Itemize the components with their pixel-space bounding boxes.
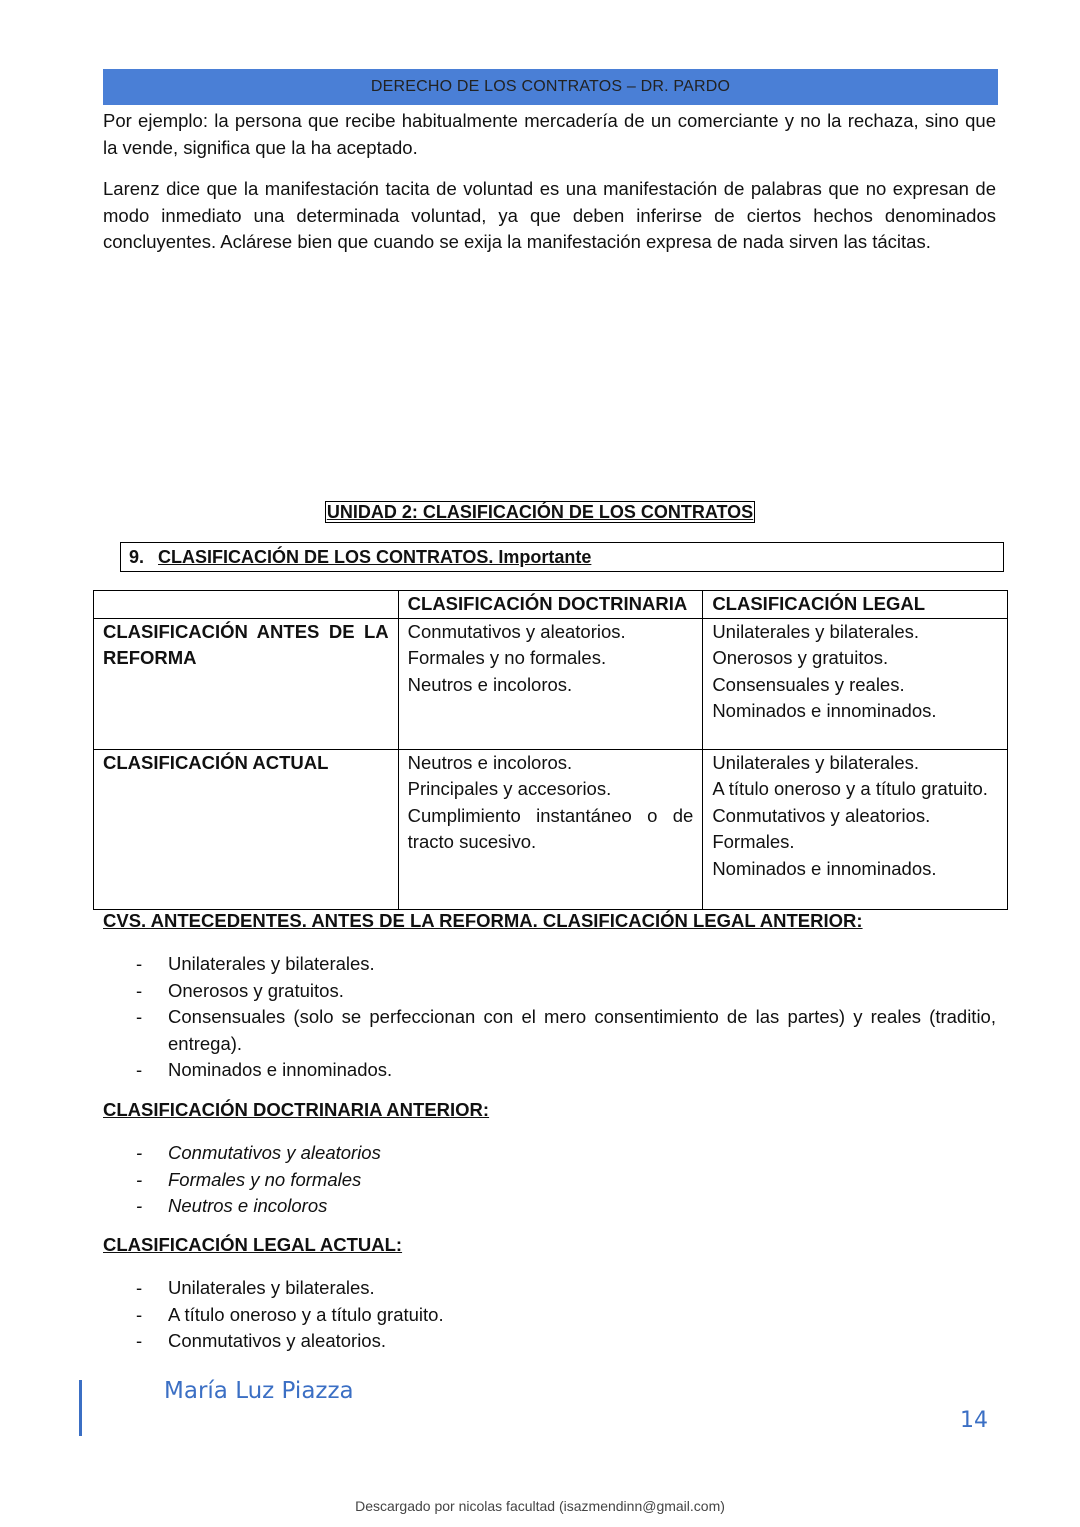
list-item: - Nominados e innominados. [103, 1057, 996, 1084]
list-item: - Consensuales (solo se perfeccionan con el mero consentimiento de las partes) y reales (traditio, entrega). [103, 1004, 996, 1057]
paragraph-larenz: Larenz dice que la manifestación tacita de voluntad es una manifestación de palabras que no expresan de modo inmediato una determinada voluntad, ya que deben inferirse de ciertos hechos denominados concluyentes. Aclárese bien que cuando se exija la manifestación expresa de nada sirven las tácitas. [103, 178, 996, 252]
table-header-doctrinaria: CLASIFICACIÓN DOCTRINARIA [398, 591, 703, 619]
heading-doctrinaria-anterior: CLASIFICACIÓN DOCTRINARIA ANTERIOR: [103, 1099, 490, 1120]
cell-item: Formales. [712, 831, 795, 852]
heading-cvs-antecedentes: CVS. ANTECEDENTES. ANTES DE LA REFORMA. CLASIFICACIÓN LEGAL ANTERIOR: [103, 910, 863, 931]
list-item: - Conmutativos y aleatorios. [103, 1328, 996, 1355]
document-header-bar [103, 69, 998, 105]
heading-legal-actual: CLASIFICACIÓN LEGAL ACTUAL: [103, 1234, 403, 1255]
section-title: CLASIFICACIÓN DE LOS CONTRATOS. Importante [158, 546, 592, 567]
row-label-antes: CLASIFICACIÓN ANTES DE LA REFORMA [94, 618, 399, 749]
paragraph-example: Por ejemplo: la persona que recibe habitualmente mercadería de un comerciante y no la rechaza, sino que la vende, significa que la ha aceptado. [103, 110, 996, 158]
cell-item: Conmutativos y aleatorios. [712, 804, 931, 826]
list-item: - Formales y no formales [103, 1167, 996, 1194]
row-actual-legal [703, 749, 1008, 909]
list-item: - Unilaterales y bilaterales. [103, 951, 996, 978]
cell-item: Neutros e incoloros. [407, 673, 573, 695]
list-legal-anterior [103, 951, 996, 1084]
cell-item: Neutros e incoloros. [407, 751, 573, 773]
cell-item: Formales y no formales. [407, 647, 607, 668]
section-heading-box [120, 542, 1004, 572]
row-antes-legal [703, 618, 1008, 749]
footer-author: María Luz Piazza [164, 1378, 354, 1404]
table-row [94, 749, 1008, 909]
cell-item: Nominados e innominados. [712, 700, 937, 721]
cell-item: A título oneroso y a título gratuito. [712, 778, 988, 799]
cell-item: Unilaterales y bilaterales. [712, 620, 919, 642]
list-legal-actual [103, 1275, 996, 1355]
list-item: - Conmutativos y aleatorios [103, 1140, 996, 1167]
download-note: Descargado por nicolas facultad (isazmendinn@gmail.com) [355, 1498, 725, 1514]
list-doctrinaria-anterior [103, 1140, 996, 1220]
table-header-legal: CLASIFICACIÓN LEGAL [703, 591, 1008, 619]
row-antes-doctrinaria [398, 618, 703, 749]
cell-item: Onerosos y gratuitos. [712, 647, 889, 668]
unit-title: UNIDAD 2: CLASIFICACIÓN DE LOS CONTRATOS [326, 502, 754, 522]
page-number: 14 [960, 1408, 988, 1433]
row-label-actual: CLASIFICACIÓN ACTUAL [94, 749, 399, 909]
footer-accent-line [79, 1380, 82, 1436]
section-number: 9. [129, 546, 145, 567]
list-item: - Onerosos y gratuitos. [103, 978, 996, 1005]
list-item: - Unilaterales y bilaterales. [103, 1275, 996, 1302]
cell-item: Cumplimiento instantáneo o de tracto sucesivo. [407, 804, 694, 852]
row-actual-doctrinaria [398, 749, 703, 909]
classification-table [93, 590, 1008, 910]
list-item: - A título oneroso y a título gratuito. [103, 1302, 996, 1329]
table-header-row [94, 591, 1008, 619]
table-row [94, 618, 1008, 749]
cell-item: Principales y accesorios. [407, 778, 612, 799]
cell-item: Unilaterales y bilaterales. [712, 751, 919, 773]
list-item: - Neutros e incoloros [103, 1193, 996, 1220]
cell-item: Nominados e innominados. [712, 857, 937, 879]
cell-item: Consensuales y reales. [712, 673, 905, 695]
header-title: DERECHO DE LOS CONTRATOS – DR. PARDO [370, 78, 731, 95]
cell-item: Conmutativos y aleatorios. [407, 620, 626, 642]
table-header-empty [94, 591, 399, 619]
